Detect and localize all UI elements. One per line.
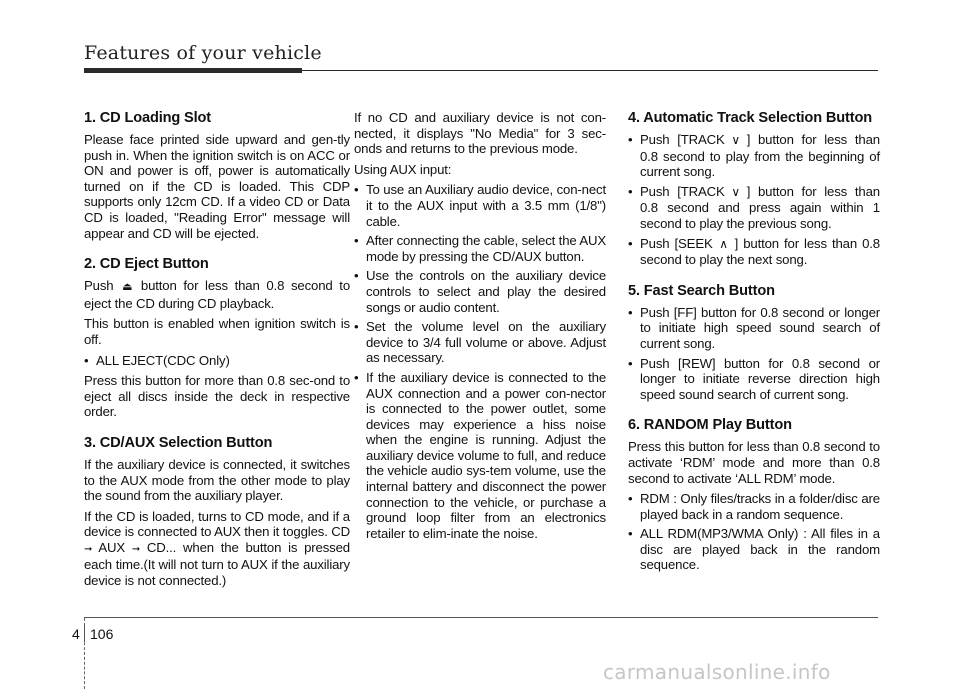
arrow-right-icon: ➞ [131,543,141,555]
section-cd-eject-body2: This button is enabled when ignition switch is off. [84,316,350,347]
footer-rule [84,617,878,618]
chevron-down-icon: ∨ [731,184,741,199]
random-list [628,491,880,573]
eject-icon: ⏏ [122,281,133,294]
list-item: • ALL RDM(MP3/WMA Only) : All files in a disc are played back in the random sequence. [628,526,880,573]
list-item: • Push [TRACK ∨ ] button for less than 0.8 second and press again within 1 second to play the previous song. [628,184,880,232]
section-cd-loading-slot-body: Please face printed side upward and gen-tly push in. When the ignition switch is on ACC or ON and power is off, power is automatically turned on if the CD is loaded. This CDP supports only 12cm CD. If a video CD or Data CD is loaded, "Reading Error" message will appear and CD will be ejected. [84,132,350,241]
column-left [84,110,350,594]
footer-separator [84,624,85,642]
aux-input-heading: Using AUX input: [354,161,452,177]
list-item: • ALL EJECT(CDC Only) [84,353,350,369]
eject-list [84,353,350,369]
column-right [628,110,880,578]
list-item: • RDM : Only files/tracks in a folder/disc are played back in a random sequence. [628,491,880,522]
list-item: • Use the controls on the auxiliary device controls to select and play the desired songs or audio content. [354,268,606,315]
list-item: • Set the volume level on the auxiliary device to 3/4 full volume or above. Adjust as necessary. [354,319,606,366]
track-list [628,132,880,268]
section-cd-eject-body1: Push ⏏ button for less than 0.8 second to eject the CD during CD playback. [84,278,351,311]
no-media-paragraph: If no CD and auxiliary device is not con-nected, it displays "No Media" for 3 sec-onds and returns to the previous mode. [354,110,606,157]
list-item: • After connecting the cable, select the AUX mode by pressing the CD/AUX button. [354,233,606,264]
chapter-number: 4 [72,626,80,642]
list-item: • Push [REW] button for 0.8 second or longer to initiate reverse direction high speed sound search of current song. [628,356,880,403]
list-item: • Push [TRACK ∨ ] button for less than 0.8 second to play from the beginning of current song. [628,132,880,180]
column-middle [354,110,606,546]
list-item: • If the auxiliary device is connected to the AUX connection and a power con-nector is connected to the power outlet, some devices may experience a hiss noise when the engine is running. Adjust the auxiliary device volume to full, and reduce the vehicle audio sys-tem volume, use the internal battery and disconnect the power connection to the vehicle, or purchase a ground loop filter from an electronics retailer to elim-inate the noise. [354,370,606,542]
list-item: • Push [SEEK ∧ ] button for less than 0.8 second to play the next song. [628,236,880,268]
page-number: 106 [90,626,114,642]
list-item: • To use an Auxiliary audio device, con-nect it to the AUX input with a 3.5 mm (1/8") cable. [354,182,606,229]
watermark: carmanualsonline.info [603,660,831,684]
section-cd-loading-slot-title: 1. CD Loading Slot [84,110,212,126]
list-item: • Push [FF] button for 0.8 second or longer to initiate high speed sound search of current song. [628,305,880,352]
header-rule-thin [302,70,878,71]
arrow-right-icon: ➞ [84,543,93,555]
header-rule-thick [84,68,302,73]
section-random-play-title: 6. RANDOM Play Button [628,417,792,434]
section-cd-eject-body3: Press this button for more than 0.8 sec-ond to eject all discs inside the deck in respective order. [84,373,350,420]
section-fast-search-title: 5. Fast Search Button [628,282,775,299]
page-header-title: Features of your vehicle [84,42,322,64]
section-cd-aux-title: 3. CD/AUX Selection Button [84,434,273,451]
section-cd-aux-body1: If the auxiliary device is connected, it switches to the AUX mode from the other mode to play the sound from the auxiliary player. [84,456,350,504]
section-random-play-body: Press this button for less than 0.8 second to activate ‘RDM’ mode and more than 0.8 second to activate ‘ALL RDM’ mode. [628,439,880,486]
section-cd-eject-title: 2. CD Eject Button [84,256,209,273]
section-track-selection-title: 4. Automatic Track Selection Button [628,110,872,126]
chevron-up-icon: ∧ [719,236,728,251]
aux-list [354,182,606,541]
fast-search-list [628,305,880,403]
section-cd-aux-body2: If the CD is loaded, turns to CD mode, and if a device is connected to AUX then it toggles. CD ➞ AUX ➞ CD... when the button is pressed each time.(It will not turn to AUX if the auxiliary device is not connected.) [84,508,350,589]
chevron-down-icon: ∨ [731,133,741,147]
